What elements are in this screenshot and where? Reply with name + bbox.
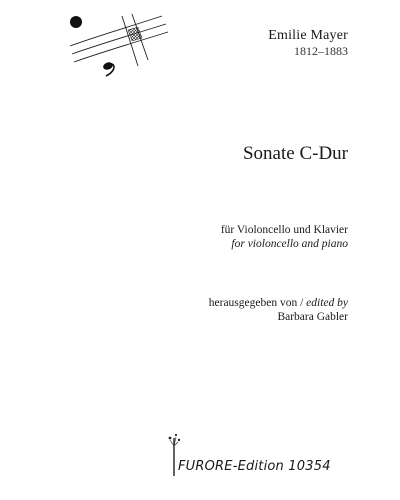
editor-label-german: herausgegeben von /	[208, 297, 307, 309]
editor-name: Barbara Gabler	[277, 311, 348, 323]
editor-label-english: edited by	[306, 297, 348, 309]
composer-name: Emilie Mayer	[268, 28, 348, 43]
instrumentation-block	[221, 223, 348, 251]
editor-label	[209, 296, 348, 310]
instrumentation-english: for violoncello and piano	[231, 238, 348, 250]
editor-block	[209, 296, 348, 324]
composer-block	[268, 28, 348, 58]
composer-dates: 1812–1883	[294, 44, 348, 58]
publisher-music-logo-icon	[62, 8, 172, 88]
publisher-label: FURORE-Edition 10354	[178, 459, 331, 474]
instrumentation-german: für Violoncello und Klavier	[220, 224, 348, 236]
work-title: Sonate C-Dur	[242, 143, 348, 164]
